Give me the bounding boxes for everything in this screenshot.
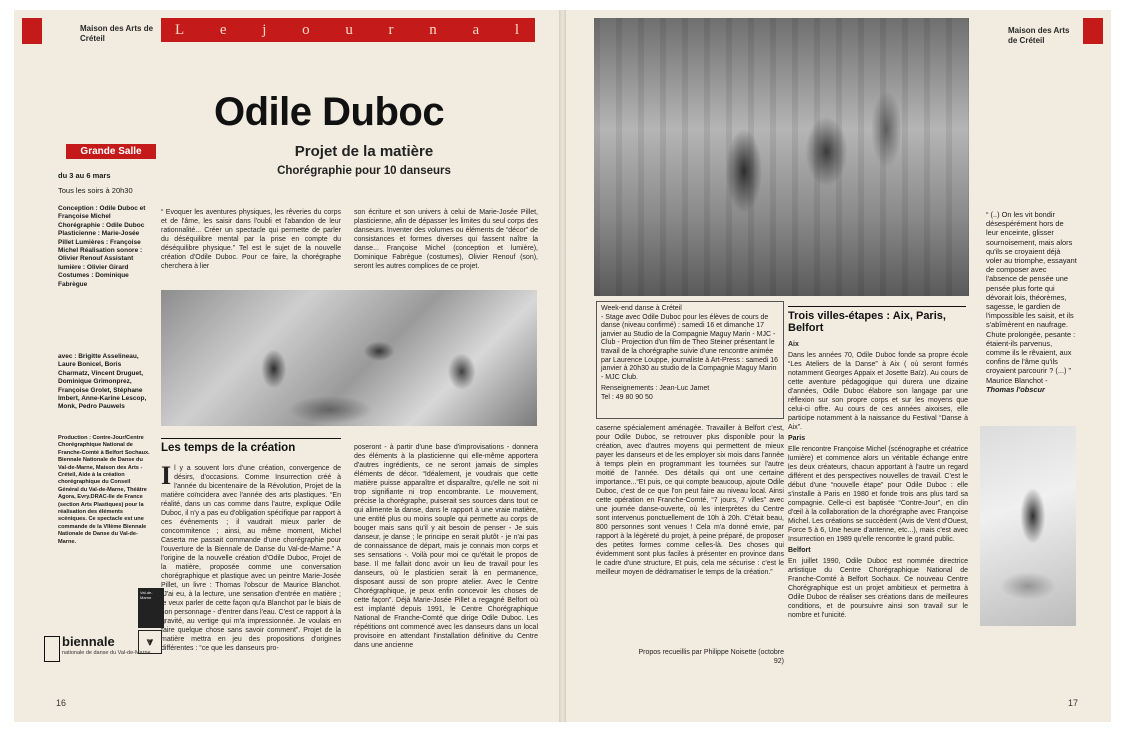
article-subtitle-2: Chorégraphie pour 10 danseurs — [277, 165, 451, 177]
paris-text: Elle rencontre Françoise Michel (scénographe et créatrice lumière) et commence alors un véritable échange entre les deux créateurs, chacun apportant à l'autre un regard différent et des perspectives nouvelles de travail. C'est le début d'une “nouvelle étape” pour Odile Duboc : elle s'installe à Paris en 1980 et fonde trois ans plus tard sa compagnie. Celle-ci est baptisée “Contre-Jour”, en clin d'œil à la collaboration de la chorégraphe avec Françoise Michel. Les créations se succèdent (Avis de Vent d'Ouest, Force 5 à 6, Une heure d'antenne, etc...), mais c'est avec Insurrection en 1989 qu'elle rencontre le grand public. — [788, 446, 968, 543]
aix-heading: Aix — [788, 341, 799, 348]
journal-letter: o — [302, 21, 312, 38]
quote-author: Maurice Blanchot - — [986, 375, 1048, 385]
journal-letter: l — [514, 21, 521, 38]
journal-letter: u — [345, 21, 355, 38]
biennale-name: biennale — [62, 634, 115, 649]
article-title: Odile Duboc — [214, 90, 445, 134]
val-de-marne-logo: Val-de-Marne — [138, 588, 164, 628]
production-credits: Production : Contre-Jour/Centre Chorégraphique National de Franche-Comté à Belfort Sochaux. Biennale Nationale de Danse du Val-de-Marne, Maison des Arts - Créteil, Aide à la création chorégraphique du Conseil Général du Val-de-Marne, Théâtre Agora, Evry.DRAC-Ile de France (section Arts Plastiques) pour la réalisation des éléments scéniques. Ce spectacle est une commande de la VIIème Biennale Nationale de Danse du Val-de-Marne. — [58, 435, 150, 545]
cast-list: avec : Brigitte Asselineau, Laure Bonicel, Boris Charmatz, Vincent Druguet, Dominique Grimonprez, Françoise Grolet, Stéphane Imbert, Anne-Karine Lescop, Monk, Pedro Pauwels — [58, 353, 147, 411]
page-number-left: 16 — [56, 698, 67, 708]
villes-column — [788, 340, 968, 622]
show-dates: du 3 au 6 mars — [58, 171, 111, 180]
biennale-subtitle: nationale de danse du Val-de-Marne — [62, 650, 151, 656]
blanchot-quote — [986, 210, 1078, 394]
right-page — [566, 10, 1111, 722]
paris-heading: Paris — [788, 435, 806, 442]
journal-banner — [161, 18, 535, 42]
journal-letter: r — [388, 21, 396, 38]
credits: Conception : Odile Duboc et Françoise Michel Chorégraphie : Odile Duboc Plasticienne : Marie-Josée Pillet Lumières : Françoise Michel Réalisation sonore : Olivier Renouf Assistant lumière : Olivier Girard Costumes : Dominique Fabrègue — [58, 205, 146, 288]
left-page — [14, 10, 560, 722]
section-heading-villes: Trois villes-étapes : Aix, Paris, Belfort — [788, 306, 966, 334]
belfort-heading: Belfort — [788, 547, 811, 554]
gutter — [559, 10, 566, 722]
creation-col-1 — [161, 461, 341, 653]
journal-letter: L — [175, 21, 187, 38]
dancers-photo — [161, 290, 537, 426]
corner-red-mark-right — [1083, 18, 1103, 44]
belfort-text: En juillet 1990, Odile Duboc est nommée directrice artistique du Centre Chorégraphique National de Franche-Comté à Belfort Sochaux. Ce nouveau Centre Chorégraphique est un projet ambitieux et permettra à Odile Duboc de réaliser ses créations dans de meilleures conditions, et de poursuivre ainsi son travail sur le nombre et l'unicité. — [788, 558, 968, 619]
drop-cap: I — [161, 461, 172, 490]
article-signature: Propos recueillis par Philippe Noisette (octobre 92) — [638, 649, 784, 665]
right-col-1: caserne spécialement aménagée. Travailler à Belfort c'est, pour Odile Duboc, se retrouver plus disponible pour la création, avec d'autres moyens qui permettent de mieux payer les danseurs et de les employer six mois dans l'année à temps plein en programmant les tournées sur l'autre moitié de l'année. Des détails qui ont une certaine importance...“Et puis, ce qui compte beaucoup, ajoute Odile Duboc, c'est de ce que l'on peut faire au niveau local. Ainsi cette opération en Franche-Comté, “7 jours, 7 villes” avec une journée danse-ouverte, où les interprètes du Centre sont intervenus ponctuellement de 10h à 20h. C'était beau, 800 personnes sont venues ! Cela m'a donné envie, par rapport à la légèreté du projet, à peine préparé, de proposer des petites formes comme celles-là. Des choses qui évidemment sont plus faciles à présenter en province dans le cadre d'une structure, Et puis, cela me sécurise : c'est le meilleur moyen de dédramatiser le temps de la création.” — [596, 425, 784, 576]
journal-letter: n — [429, 21, 439, 38]
article-subtitle: Projet de la matière — [294, 143, 434, 160]
journal-letter: a — [472, 21, 482, 38]
page-number-right: 17 — [1068, 698, 1079, 708]
weekend-tel: Tel : 49 80 90 50 — [601, 393, 653, 401]
journal-letter: e — [219, 21, 229, 38]
solo-dancer-photo — [980, 426, 1076, 626]
creation-col-2: poseront - à partir d'une base d'improvisations - donnera des éléments à la plasticienne qui elle-même apportera d'autres ingrédients, ce ne seront jamais de simples éléments de décor. “Idéalement, je voudrais que cette matière puisse apparaître et disparaître, qu'elle ne soit ni trop signifiante ni trop encombrante. Le mouvement, précise la chorégraphe, puiserait ses sources dans tout ce qui alimente la danse, dans le rapport à une vraie matière, une entité plus ou moins souple qui permette au corps de bouger mais sans qu'il y ait besoin de penser - Je suis danseur, je danse ; le principe en serait plutôt - je n'ai pas de connaissance de départ, mais je connais mon corps et ses sensations -. Voilà pour moi ce qu'était le propos de base. Il me fallait donc avoir un lieu de travail pour les danseurs, où le plasticien serait là en permanence, disposant aussi de son propre atelier. Avec le Centre Chorégraphique, je peux enfin concevoir les choses de cette façon”. Déjà Marie-Josée Pillet a regagné Belfort où est implanté depuis 1991, le Centre Chorégraphique National de Franche-Comté que dirige Odile Duboc. Les répétitions ont commencé avec les danseurs dans un local provisoire en attendant l'installation définitive du Centre dans une ancienne — [354, 444, 538, 649]
journal-letter: j — [262, 21, 269, 38]
quote-book: Thomas l'obscur — [986, 384, 1045, 394]
intro-col-1: “ Evoquer les aventures physiques, les rêveries du corps et de l'âme, les saisir dans l'oubli et l'abandon de leur rationnalité... Créer un spectacle qui permette de parler du déséquilibre mental par la prise en compte du déséquilibre physique.” Tel est le sujet de la nouvelle création d'Odile Duboc. Pour ce faire, la chorégraphe cherchera à lier — [161, 209, 341, 270]
biennale-mark-icon — [44, 636, 60, 662]
maison-label-right: Maison des Arts de Créteil — [1008, 26, 1070, 45]
weekend-body: - Stage avec Odile Duboc pour les élèves de cours de danse (niveau confirmé) : samedi 16 et dimanche 17 janvier au Studio de la Compagnie Maguy Marin - MJC - Club - Projection d'un film de Theo Steiner présentant le travail de la chorégraphe suivie d'une rencontre animée par Laurence Louppe, journaliste à Art-Press : samedi 16 janvier à 20h30 au studio de la Compagnie Maguy Marin - MJC Club. — [601, 313, 779, 381]
maison-label: Maison des Arts de Créteil — [80, 24, 154, 43]
weekend-box — [596, 301, 784, 419]
section-heading-temps: Les temps de la création — [161, 438, 341, 454]
quote-text: “ (..) On les vit bondir désespérément hors de leur enceinte, glisser sournoisement, mais alors qu'ils se croyaient déjà voler au triomphe, essayant de composer avec l'absence de pensée une pensée plus forte qui dévorait lois, théorèmes, sagesse, le gardien de l'impossible les saisit, et ils s'abîmèrent en naufrage. Chute prolongée, pesante : étaient-ils parvenus, comme ils le rêvaient, aux confins de l'âme qu'ils croyaient parcourir ? (...) ” — [986, 210, 1077, 376]
creation-col-1-text: l y a souvent lors d'une création, convergence de désirs, d'occasions. Comme Insurrection créé à l'année du bicentenaire de la Révolution, Projet de la matière coïncidera avec l'année des arts plastiques. “En réalité, dans un cas comme dans l'autre, explique Odile Duboc, il n'y a pas eu d'obligation spécifique par rapport à ces événements ; il vaudrait mieux parler de concommitence ; ainsi, au même moment, Michel Caserta me passait commande d'une chorégraphie pour l'ouverture de la Biennale de Danse du Val-de-Marne.” A l'origine de la nouvelle création d'Odile Duboc, Projet de la matière, proposée comme une conversation chorégraphique et plastique avec un peintre Marie-Josée Pillet, un livre : Thomas l'obscur de Maurice Blanchot. “J'ai eu, à la lecture, une sensation d'entrée en matière ; je veux parler de cette façon qu'a Blanchot par le biais de son personnage - d'entrer dans l'eau. C'est ce rapport à la gravité, au vertige qui m'a impressionnée. Je voulais en faire quelque chose sans savoir comment”. Projet de la matière mettra en jeu des propositions d'origines différentes : “ce que les danseurs pro- — [161, 465, 341, 652]
weekend-contact: Renseignements : Jean-Luc Jamet — [601, 385, 710, 393]
show-times: Tous les soirs à 20h30 — [58, 186, 133, 195]
shadow-dancers-photo — [594, 18, 969, 296]
vdm-monogram-icon: ⩔ — [138, 630, 162, 654]
salle-badge: Grande Salle — [66, 144, 156, 159]
aix-text: Dans les années 70, Odile Duboc fonde sa propre école “Les Ateliers de la Danse” à Aix ( où seront formés notamment Georges Appaix et Josette Baïz). Au cours de cette aventure pédagogique qui durera une dizaine d'années, Odile Duboc élabore son langage par une réflexion sur son propre corps et sur les moyens que celui-ci offre. Au cours de ces années aixoises, elle participe notamment à la naissance du Festival “Danse à Aix”. — [788, 352, 968, 431]
weekend-title: Week-end danse à Créteil — [601, 305, 682, 312]
corner-red-mark — [22, 18, 42, 44]
intro-col-2: son écriture et son univers à celui de Marie-Josée Pillet, plasticienne, afin de dépasser les limites du seul corps des danseurs. Inventer des volumes ou éléments de “décor” de consistances et formes diverses qui fassent naître la danse... Françoise Michel (conception et lumière), Dominique Fabrègue (costumes), Olivier Renouf (son), seront les autres complices de ce projet. — [354, 209, 538, 270]
